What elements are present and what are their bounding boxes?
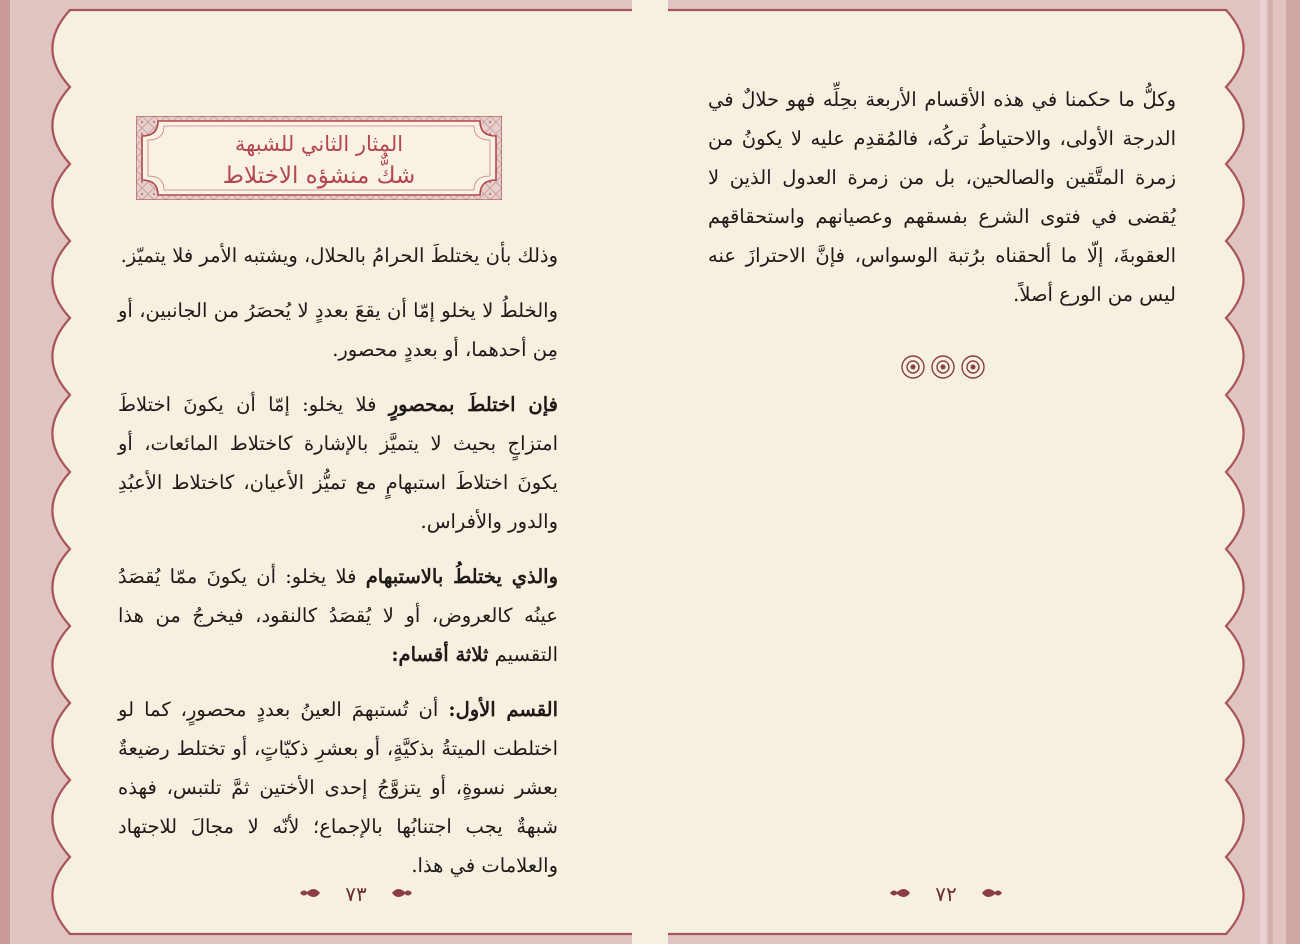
page-number-right [876,882,1016,906]
page-number-left [286,882,426,906]
paragraph-text: فلا يخلو: إمّا أن يكونَ اختلاطَ امتزاجٍ بحيث لا يتميَّز بالإشارة كاختلاط المائعات، أو يكونَ اختلاطَ استبهامٍ مع تميُّز الأعيان، كاختلاط الأعبُدِ والدور والأفراس. [118,393,558,533]
paragraph [118,557,558,674]
paragraph-text: أن تُستبهمَ العينُ بعددٍ محصورٍ، كما لو اختلطت الميتةُ بذكيَّةٍ، أو بعشرِ ذكيّاتٍ، أو تختلط رضيعةٌ بعشر نسوةٍ، أو يتزوَّجُ إحدى الأختين ثمَّ تلتبس، فهذه شبهةٌ يجب اجتنابُها بالإجماع؛ لأنّه لا مجالَ للاجتهاد والعلامات في هذا. [118,698,558,877]
bold-lead: والذي يختلطُ بالاستبهام [365,565,558,588]
bold-lead: القسم الأول: [448,698,558,721]
bold-tail: ثلاثة أقسام: [391,643,489,666]
page-number-text: ٧٣ [345,882,367,906]
paragraph [118,385,558,541]
heading-line-2: شكٌّ منشؤه الاختلاط [222,163,416,189]
paragraph-text: فلا يخلو: أن يكونَ ممّا يُقصَدُ عينُه كالعروض، أو لا يُقصَدُ كالنقود، فيخرجُ من هذا التقسيم [118,565,558,666]
rosette-divider-icon [898,352,988,382]
bold-lead: فإن اختلطَ بمحصورٍ [388,393,559,416]
paragraph: والخلطُ لا يخلو إمّا أن يقعَ بعددٍ لا يُحصَرُ من الجانبين، أو مِن أحدهما، أو بعددٍ محصور. [118,299,558,361]
paragraph: وكلُّ ما حكمنا في هذه الأقسام الأربعة بحِلِّه فهو حلالٌ في الدرجة الأولى، والاحتياطُ تركُه، فالمُقدِم عليه لا يكونُ من زمرة المتَّقين والصالحين، بل من زمرة العدول الذين لا يُقضى في فتوى الشرع بفسقهم وعصيانهم واستحقاقهم العقوبةَ، إلّا ما ألحقناه برُتبة الوسواس، فإنَّ الاحترازَ عنه ليس من الورع أصلاً. [708,88,1176,306]
page-number-text: ٧٢ [935,882,957,906]
section-heading-box [136,116,502,200]
paragraph [118,690,558,885]
right-page-body [708,80,1176,314]
paragraph: وذلك بأن يختلطَ الحرامُ بالحلال، ويشتبه الأمر فلا يتميّز. [120,244,558,267]
heading-line-1: المثار الثاني للشبهة [234,132,404,156]
left-page-body [118,236,558,885]
